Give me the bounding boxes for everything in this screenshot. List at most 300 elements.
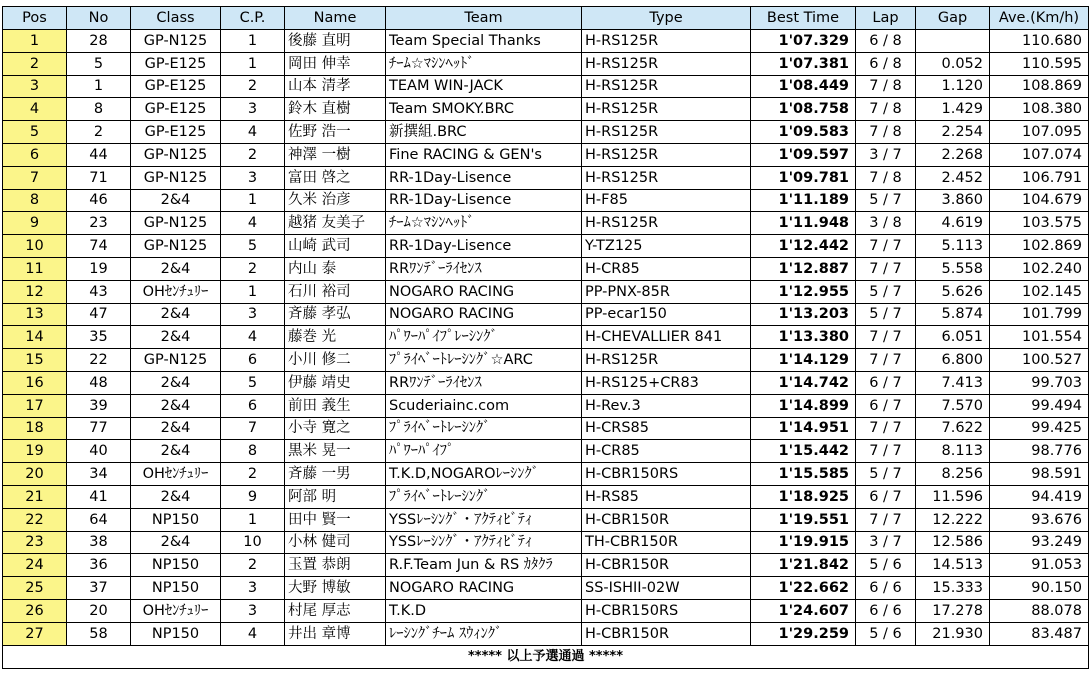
cell-gap: 12.586 <box>916 531 990 554</box>
cell-name: 小寺 寛之 <box>285 417 386 440</box>
table-row <box>3 143 1089 166</box>
table-row <box>3 463 1089 486</box>
qualifying-results-table <box>2 6 1089 669</box>
cell-no: 38 <box>67 531 131 554</box>
cell-name: 阿部 明 <box>285 485 386 508</box>
cell-ave-speed: 93.676 <box>990 508 1089 531</box>
header-gap: Gap <box>916 7 990 30</box>
cell-no: 35 <box>67 326 131 349</box>
cell-best-time: 1'11.948 <box>751 212 856 235</box>
cell-class: GP-N125 <box>131 166 221 189</box>
cell-team: NOGARO RACING <box>386 577 582 600</box>
cell-type: H-RS125R <box>582 30 751 53</box>
header-name: Name <box>285 7 386 30</box>
cell-lap: 7 / 7 <box>856 440 916 463</box>
cell-ave-speed: 102.145 <box>990 280 1089 303</box>
cell-pos: 6 <box>3 143 67 166</box>
cell-class: NP150 <box>131 622 221 645</box>
cell-class: 2&4 <box>131 485 221 508</box>
cell-pos: 8 <box>3 189 67 212</box>
header-best-time: Best Time <box>751 7 856 30</box>
cell-team: Team SMOKY.BRC <box>386 98 582 121</box>
cell-team: RR-1Day-Lisence <box>386 235 582 258</box>
cell-pos: 23 <box>3 531 67 554</box>
cell-pos: 18 <box>3 417 67 440</box>
table-row <box>3 280 1089 303</box>
cell-team: ﾊﾟﾜｰﾊﾟｲﾌﾟﾚｰｼﾝｸﾞ <box>386 326 582 349</box>
cell-team: Team Special Thanks <box>386 30 582 53</box>
cell-cp: 1 <box>221 189 285 212</box>
cell-team: ﾌﾟﾗｲﾍﾞｰﾄﾚｰｼﾝｸﾞ <box>386 485 582 508</box>
cell-ave-speed: 107.095 <box>990 121 1089 144</box>
header-team: Team <box>386 7 582 30</box>
table-row <box>3 189 1089 212</box>
cell-class: GP-N125 <box>131 30 221 53</box>
table-row <box>3 30 1089 53</box>
cell-best-time: 1'18.925 <box>751 485 856 508</box>
cell-no: 48 <box>67 371 131 394</box>
cell-lap: 6 / 7 <box>856 371 916 394</box>
cell-type: H-RS125R <box>582 98 751 121</box>
cell-cp: 5 <box>221 371 285 394</box>
cell-gap: 7.622 <box>916 417 990 440</box>
cell-team: ﾁｰﾑ☆ﾏｼﾝﾍｯﾄﾞ <box>386 52 582 75</box>
cell-ave-speed: 104.679 <box>990 189 1089 212</box>
cell-name: 田中 賢一 <box>285 508 386 531</box>
cell-class: GP-E125 <box>131 75 221 98</box>
cell-class: GP-N125 <box>131 212 221 235</box>
cell-pos: 11 <box>3 257 67 280</box>
cell-best-time: 1'07.381 <box>751 52 856 75</box>
table-row <box>3 622 1089 645</box>
results-table-wrapper <box>2 6 1088 669</box>
cell-name: 内山 泰 <box>285 257 386 280</box>
cell-pos: 2 <box>3 52 67 75</box>
cell-gap: 17.278 <box>916 599 990 622</box>
cell-ave-speed: 88.078 <box>990 599 1089 622</box>
cell-lap: 3 / 7 <box>856 143 916 166</box>
cell-pos: 27 <box>3 622 67 645</box>
cell-name: 岡田 伸幸 <box>285 52 386 75</box>
cell-ave-speed: 83.487 <box>990 622 1089 645</box>
cell-class: OHｾﾝﾁｭﾘｰ <box>131 463 221 486</box>
cell-class: 2&4 <box>131 326 221 349</box>
table-row <box>3 554 1089 577</box>
cell-cp: 3 <box>221 599 285 622</box>
cell-type: H-RS125R <box>582 166 751 189</box>
table-row <box>3 394 1089 417</box>
cell-best-time: 1'09.583 <box>751 121 856 144</box>
footer-row <box>3 645 1089 668</box>
table-row <box>3 417 1089 440</box>
cell-no: 5 <box>67 52 131 75</box>
cell-gap: 5.626 <box>916 280 990 303</box>
table-row <box>3 257 1089 280</box>
cell-no: 77 <box>67 417 131 440</box>
cell-ave-speed: 102.869 <box>990 235 1089 258</box>
cell-ave-speed: 103.575 <box>990 212 1089 235</box>
cell-pos: 17 <box>3 394 67 417</box>
cell-gap: 6.800 <box>916 349 990 372</box>
cell-no: 36 <box>67 554 131 577</box>
cell-cp: 4 <box>221 326 285 349</box>
cell-gap: 8.256 <box>916 463 990 486</box>
cell-lap: 7 / 8 <box>856 75 916 98</box>
cell-no: 34 <box>67 463 131 486</box>
cell-gap: 15.333 <box>916 577 990 600</box>
cell-pos: 20 <box>3 463 67 486</box>
cell-lap: 7 / 8 <box>856 98 916 121</box>
cell-team: 新撰組.BRC <box>386 121 582 144</box>
cell-team: NOGARO RACING <box>386 280 582 303</box>
cell-cp: 4 <box>221 622 285 645</box>
cell-pos: 14 <box>3 326 67 349</box>
cell-cp: 9 <box>221 485 285 508</box>
cell-no: 1 <box>67 75 131 98</box>
cell-class: OHｾﾝﾁｭﾘｰ <box>131 280 221 303</box>
cell-no: 40 <box>67 440 131 463</box>
cell-type: H-RS125R <box>582 52 751 75</box>
cell-class: NP150 <box>131 508 221 531</box>
cell-gap: 1.120 <box>916 75 990 98</box>
cell-gap: 5.558 <box>916 257 990 280</box>
cell-gap: 2.268 <box>916 143 990 166</box>
cell-no: 8 <box>67 98 131 121</box>
cell-name: 伊藤 靖史 <box>285 371 386 394</box>
cell-pos: 10 <box>3 235 67 258</box>
cell-class: 2&4 <box>131 189 221 212</box>
cell-team: ﾊﾟﾜｰﾊﾟｲﾌﾟ <box>386 440 582 463</box>
cell-name: 越猪 友美子 <box>285 212 386 235</box>
cell-best-time: 1'14.951 <box>751 417 856 440</box>
cell-no: 46 <box>67 189 131 212</box>
cell-team: NOGARO RACING <box>386 303 582 326</box>
cell-best-time: 1'12.887 <box>751 257 856 280</box>
cell-team: Scuderiainc.com <box>386 394 582 417</box>
cell-name: 藤巻 光 <box>285 326 386 349</box>
cell-best-time: 1'12.955 <box>751 280 856 303</box>
header-pos: Pos <box>3 7 67 30</box>
cell-type: H-CHEVALLIER 841 <box>582 326 751 349</box>
cell-pos: 9 <box>3 212 67 235</box>
cell-type: TH-CBR150R <box>582 531 751 554</box>
cell-best-time: 1'19.551 <box>751 508 856 531</box>
cell-ave-speed: 102.240 <box>990 257 1089 280</box>
cell-type: PP-PNX-85R <box>582 280 751 303</box>
cell-no: 39 <box>67 394 131 417</box>
table-row <box>3 121 1089 144</box>
table-row <box>3 326 1089 349</box>
table-row <box>3 212 1089 235</box>
cell-gap: 5.874 <box>916 303 990 326</box>
cell-cp: 8 <box>221 440 285 463</box>
cell-team: Fine RACING & GEN's <box>386 143 582 166</box>
cell-class: GP-E125 <box>131 98 221 121</box>
header-ave-speed: Ave.(Km/h) <box>990 7 1089 30</box>
cell-name: 後藤 直明 <box>285 30 386 53</box>
cell-gap: 14.513 <box>916 554 990 577</box>
cell-best-time: 1'19.915 <box>751 531 856 554</box>
table-row <box>3 577 1089 600</box>
cell-no: 43 <box>67 280 131 303</box>
cell-lap: 6 / 7 <box>856 485 916 508</box>
cell-type: H-RS125R <box>582 75 751 98</box>
cell-best-time: 1'29.259 <box>751 622 856 645</box>
cell-lap: 5 / 6 <box>856 622 916 645</box>
cell-lap: 5 / 7 <box>856 280 916 303</box>
cell-team: RRﾜﾝﾃﾞｰﾗｲｾﾝｽ <box>386 371 582 394</box>
table-row <box>3 166 1089 189</box>
cell-lap: 5 / 7 <box>856 463 916 486</box>
table-row <box>3 440 1089 463</box>
cell-no: 44 <box>67 143 131 166</box>
cell-best-time: 1'21.842 <box>751 554 856 577</box>
cell-class: GP-E125 <box>131 121 221 144</box>
cell-class: OHｾﾝﾁｭﾘｰ <box>131 599 221 622</box>
cell-name: 小林 健司 <box>285 531 386 554</box>
cell-lap: 5 / 6 <box>856 554 916 577</box>
cell-ave-speed: 99.425 <box>990 417 1089 440</box>
cell-type: H-F85 <box>582 189 751 212</box>
cell-name: 山崎 武司 <box>285 235 386 258</box>
cell-class: 2&4 <box>131 531 221 554</box>
cell-pos: 1 <box>3 30 67 53</box>
cell-lap: 7 / 7 <box>856 235 916 258</box>
cell-ave-speed: 101.799 <box>990 303 1089 326</box>
cell-gap: 3.860 <box>916 189 990 212</box>
cell-class: GP-N125 <box>131 235 221 258</box>
cell-lap: 7 / 7 <box>856 417 916 440</box>
cell-lap: 3 / 7 <box>856 531 916 554</box>
cell-cp: 7 <box>221 417 285 440</box>
cell-class: 2&4 <box>131 303 221 326</box>
cell-pos: 19 <box>3 440 67 463</box>
cell-best-time: 1'07.329 <box>751 30 856 53</box>
cell-best-time: 1'09.781 <box>751 166 856 189</box>
cell-no: 28 <box>67 30 131 53</box>
cell-ave-speed: 98.591 <box>990 463 1089 486</box>
cell-lap: 6 / 8 <box>856 52 916 75</box>
cell-cp: 3 <box>221 98 285 121</box>
cell-type: SS-ISHII-02W <box>582 577 751 600</box>
cell-team: TEAM WIN-JACK <box>386 75 582 98</box>
cell-ave-speed: 107.074 <box>990 143 1089 166</box>
cell-no: 47 <box>67 303 131 326</box>
cell-lap: 5 / 7 <box>856 303 916 326</box>
cell-ave-speed: 99.703 <box>990 371 1089 394</box>
cell-cp: 2 <box>221 75 285 98</box>
cell-name: 鈴木 直樹 <box>285 98 386 121</box>
cell-ave-speed: 93.249 <box>990 531 1089 554</box>
cell-no: 41 <box>67 485 131 508</box>
cell-gap <box>916 30 990 53</box>
table-row <box>3 52 1089 75</box>
cell-name: 前田 義生 <box>285 394 386 417</box>
cell-class: GP-N125 <box>131 349 221 372</box>
cell-cp: 2 <box>221 257 285 280</box>
cell-best-time: 1'14.899 <box>751 394 856 417</box>
cell-cp: 3 <box>221 577 285 600</box>
cell-ave-speed: 108.869 <box>990 75 1089 98</box>
cell-team: R.F.Team Jun & RS ｶﾀｸﾗ <box>386 554 582 577</box>
cell-cp: 6 <box>221 349 285 372</box>
cell-class: 2&4 <box>131 394 221 417</box>
header-row <box>3 7 1089 30</box>
cell-pos: 24 <box>3 554 67 577</box>
cell-gap: 5.113 <box>916 235 990 258</box>
cell-lap: 6 / 8 <box>856 30 916 53</box>
cell-pos: 4 <box>3 98 67 121</box>
cell-gap: 12.222 <box>916 508 990 531</box>
cell-type: H-RS125R <box>582 349 751 372</box>
cell-cp: 6 <box>221 394 285 417</box>
cell-pos: 21 <box>3 485 67 508</box>
table-row <box>3 75 1089 98</box>
cell-best-time: 1'13.203 <box>751 303 856 326</box>
cell-lap: 7 / 7 <box>856 349 916 372</box>
cell-no: 2 <box>67 121 131 144</box>
cell-lap: 6 / 7 <box>856 394 916 417</box>
cell-type: Y-TZ125 <box>582 235 751 258</box>
cell-team: YSSﾚｰｼﾝｸﾞ・ｱｸﾃｨﾋﾞﾃｨ <box>386 508 582 531</box>
cell-best-time: 1'09.597 <box>751 143 856 166</box>
cell-gap: 4.619 <box>916 212 990 235</box>
cell-team: T.K.D <box>386 599 582 622</box>
cell-name: 山本 清孝 <box>285 75 386 98</box>
cell-type: H-CBR150R <box>582 554 751 577</box>
cell-class: GP-E125 <box>131 52 221 75</box>
cell-name: 村尾 厚志 <box>285 599 386 622</box>
header-class: Class <box>131 7 221 30</box>
cell-name: 久米 治彦 <box>285 189 386 212</box>
cell-best-time: 1'24.607 <box>751 599 856 622</box>
cell-ave-speed: 99.494 <box>990 394 1089 417</box>
cell-class: 2&4 <box>131 417 221 440</box>
cell-ave-speed: 108.380 <box>990 98 1089 121</box>
cell-team: YSSﾚｰｼﾝｸﾞ・ｱｸﾃｨﾋﾞﾃｨ <box>386 531 582 554</box>
table-row <box>3 508 1089 531</box>
cell-no: 74 <box>67 235 131 258</box>
cell-cp: 1 <box>221 30 285 53</box>
cell-ave-speed: 110.595 <box>990 52 1089 75</box>
cell-class: NP150 <box>131 577 221 600</box>
cell-type: H-CBR150R <box>582 622 751 645</box>
cell-class: GP-N125 <box>131 143 221 166</box>
cell-team: RRﾜﾝﾃﾞｰﾗｲｾﾝｽ <box>386 257 582 280</box>
cell-name: 斉藤 一男 <box>285 463 386 486</box>
cell-no: 71 <box>67 166 131 189</box>
table-row <box>3 98 1089 121</box>
cell-name: 玉置 恭朗 <box>285 554 386 577</box>
cell-type: H-RS125+CR83 <box>582 371 751 394</box>
cell-name: 神澤 一樹 <box>285 143 386 166</box>
cell-best-time: 1'14.742 <box>751 371 856 394</box>
qualified-note: ***** 以上予選通過 ***** <box>3 645 1089 668</box>
cell-cp: 1 <box>221 508 285 531</box>
cell-cp: 5 <box>221 235 285 258</box>
cell-pos: 13 <box>3 303 67 326</box>
cell-team: T.K.D,NOGAROﾚｰｼﾝｸﾞ <box>386 463 582 486</box>
cell-pos: 16 <box>3 371 67 394</box>
cell-no: 23 <box>67 212 131 235</box>
cell-lap: 7 / 8 <box>856 121 916 144</box>
cell-gap: 2.254 <box>916 121 990 144</box>
cell-gap: 7.570 <box>916 394 990 417</box>
cell-name: 小川 修二 <box>285 349 386 372</box>
results-body <box>3 30 1089 646</box>
cell-type: H-CR85 <box>582 257 751 280</box>
cell-name: 富田 啓之 <box>285 166 386 189</box>
cell-lap: 6 / 6 <box>856 599 916 622</box>
cell-pos: 22 <box>3 508 67 531</box>
cell-ave-speed: 101.554 <box>990 326 1089 349</box>
cell-type: H-CBR150RS <box>582 463 751 486</box>
cell-team: ﾚｰｼﾝｸﾞﾁｰﾑ ｽｳｨﾝｸﾞ <box>386 622 582 645</box>
cell-best-time: 1'15.585 <box>751 463 856 486</box>
cell-class: 2&4 <box>131 257 221 280</box>
cell-ave-speed: 91.053 <box>990 554 1089 577</box>
cell-cp: 4 <box>221 121 285 144</box>
cell-best-time: 1'12.442 <box>751 235 856 258</box>
cell-pos: 26 <box>3 599 67 622</box>
cell-best-time: 1'15.442 <box>751 440 856 463</box>
cell-type: H-CBR150R <box>582 508 751 531</box>
table-row <box>3 599 1089 622</box>
table-row <box>3 235 1089 258</box>
cell-team: ﾁｰﾑ☆ﾏｼﾝﾍｯﾄﾞ <box>386 212 582 235</box>
header-lap: Lap <box>856 7 916 30</box>
cell-name: 石川 裕司 <box>285 280 386 303</box>
table-row <box>3 303 1089 326</box>
cell-cp: 2 <box>221 143 285 166</box>
cell-gap: 7.413 <box>916 371 990 394</box>
cell-gap: 6.051 <box>916 326 990 349</box>
cell-team: RR-1Day-Lisence <box>386 189 582 212</box>
cell-pos: 25 <box>3 577 67 600</box>
cell-cp: 3 <box>221 303 285 326</box>
table-row <box>3 531 1089 554</box>
cell-name: 井出 章博 <box>285 622 386 645</box>
cell-name: 黒米 晃一 <box>285 440 386 463</box>
cell-gap: 0.052 <box>916 52 990 75</box>
cell-type: H-RS125R <box>582 143 751 166</box>
cell-team: ﾌﾟﾗｲﾍﾞｰﾄﾚｰｼﾝｸﾞ <box>386 417 582 440</box>
cell-no: 37 <box>67 577 131 600</box>
cell-pos: 3 <box>3 75 67 98</box>
cell-type: H-CBR150RS <box>582 599 751 622</box>
table-row <box>3 349 1089 372</box>
cell-no: 58 <box>67 622 131 645</box>
cell-team: ﾌﾟﾗｲﾍﾞｰﾄﾚｰｼﾝｸﾞ☆ARC <box>386 349 582 372</box>
cell-type: H-CR85 <box>582 440 751 463</box>
cell-gap: 21.930 <box>916 622 990 645</box>
cell-cp: 10 <box>221 531 285 554</box>
cell-pos: 7 <box>3 166 67 189</box>
cell-ave-speed: 100.527 <box>990 349 1089 372</box>
cell-lap: 7 / 7 <box>856 508 916 531</box>
cell-class: 2&4 <box>131 440 221 463</box>
cell-best-time: 1'13.380 <box>751 326 856 349</box>
cell-name: 斉藤 孝弘 <box>285 303 386 326</box>
cell-cp: 4 <box>221 212 285 235</box>
cell-lap: 7 / 8 <box>856 166 916 189</box>
cell-name: 佐野 浩一 <box>285 121 386 144</box>
table-row <box>3 485 1089 508</box>
cell-type: H-Rev.3 <box>582 394 751 417</box>
cell-type: H-RS85 <box>582 485 751 508</box>
cell-pos: 5 <box>3 121 67 144</box>
cell-lap: 3 / 8 <box>856 212 916 235</box>
